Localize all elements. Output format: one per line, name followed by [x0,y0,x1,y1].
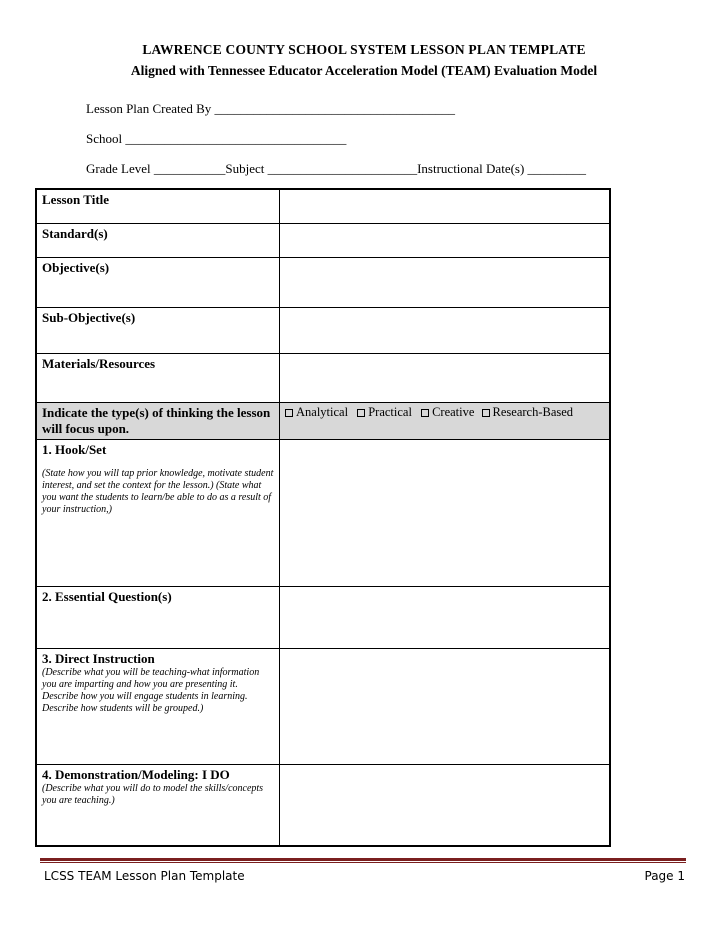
row-standards [36,223,610,257]
row-materials [36,353,610,402]
demonstration-description: (Describe what you will do to model the skills/concepts you are teaching.) [42,782,264,806]
cell-label [36,257,280,307]
objectives-label: Objective(s) [42,259,110,275]
direct-instruction-description: (Describe what you will be teaching-what information you are imparting and how you are presenting it. Describe how you will engage students in learning. Describe how students will be grouped.) [42,666,260,715]
row-essential-questions [36,586,610,648]
direct-instruction-label: 3. Direct Instruction [42,650,155,666]
essential-questions-value [280,586,611,648]
document-title: LAWRENCE COUNTY SCHOOL SYSTEM LESSON PLAN TEMPLATE [142,42,586,57]
row-lesson-title [36,189,610,223]
direct-instruction-value [280,648,611,764]
footer-divider [40,858,686,863]
thinking-type-label: Indicate the type(s) of thinking the lesson will focus upon. [42,404,271,436]
thinking-options [280,402,611,439]
document-subtitle: Aligned with Tennessee Educator Acceleration Model (TEAM) Evaluation Model [130,63,598,78]
lesson-plan-table [35,188,611,847]
sub-objectives-label: Sub-Objective(s) [42,309,136,325]
cell-label [36,223,280,257]
row-hook-set [36,439,610,586]
option-practical[interactable]: Practical [357,405,412,419]
header-fields [86,101,586,191]
lesson-title-label: Lesson Title [42,192,110,207]
demonstration-label: 4. Demonstration/Modeling: I DO [42,766,230,782]
footer-page-number: Page 1 [644,869,685,883]
grade-subject-date-field: Grade Level ___________Subject _______________________Instructional Date(s) _________ [86,161,587,176]
option-analytical[interactable]: Analytical [285,405,348,419]
cell-label [36,353,280,402]
materials-label: Materials/Resources [42,355,156,371]
standards-value [280,223,611,257]
standards-label: Standard(s) [42,225,108,241]
sub-objectives-value [280,307,611,353]
cell-label [36,586,280,648]
hook-set-label: 1. Hook/Set [42,441,107,457]
checkbox-icon[interactable] [357,409,365,417]
checkbox-icon[interactable] [482,409,490,417]
option-research-based[interactable]: Research-Based [482,405,574,419]
row-objectives [36,257,610,307]
checkbox-icon[interactable] [421,409,429,417]
hook-set-value [280,439,611,586]
cell-label [36,764,280,846]
demonstration-value [280,764,611,846]
cell-label [36,307,280,353]
row-direct-instruction [36,648,610,764]
cell-label [36,439,280,586]
lesson-title-value [280,189,611,223]
hook-set-description: (State how you will tap prior knowledge, motivate student interest, and set the context for the lesson.) (State what you want the students to learn/be able to do as a result of your instruction,) [42,467,274,516]
cell-label [36,402,280,439]
school-field: School __________________________________ [86,131,347,146]
footer-document-name: LCSS TEAM Lesson Plan Template [44,869,245,883]
created-by-field: Lesson Plan Created By _____________________________________ [86,101,456,116]
row-demonstration [36,764,610,846]
checkbox-icon[interactable] [285,409,293,417]
objectives-value [280,257,611,307]
option-creative[interactable]: Creative [421,405,474,419]
essential-questions-label: 2. Essential Question(s) [42,588,172,604]
materials-value [280,353,611,402]
cell-label [36,648,280,764]
row-sub-objectives [36,307,610,353]
row-thinking-type [36,402,610,439]
cell-label [36,189,280,223]
